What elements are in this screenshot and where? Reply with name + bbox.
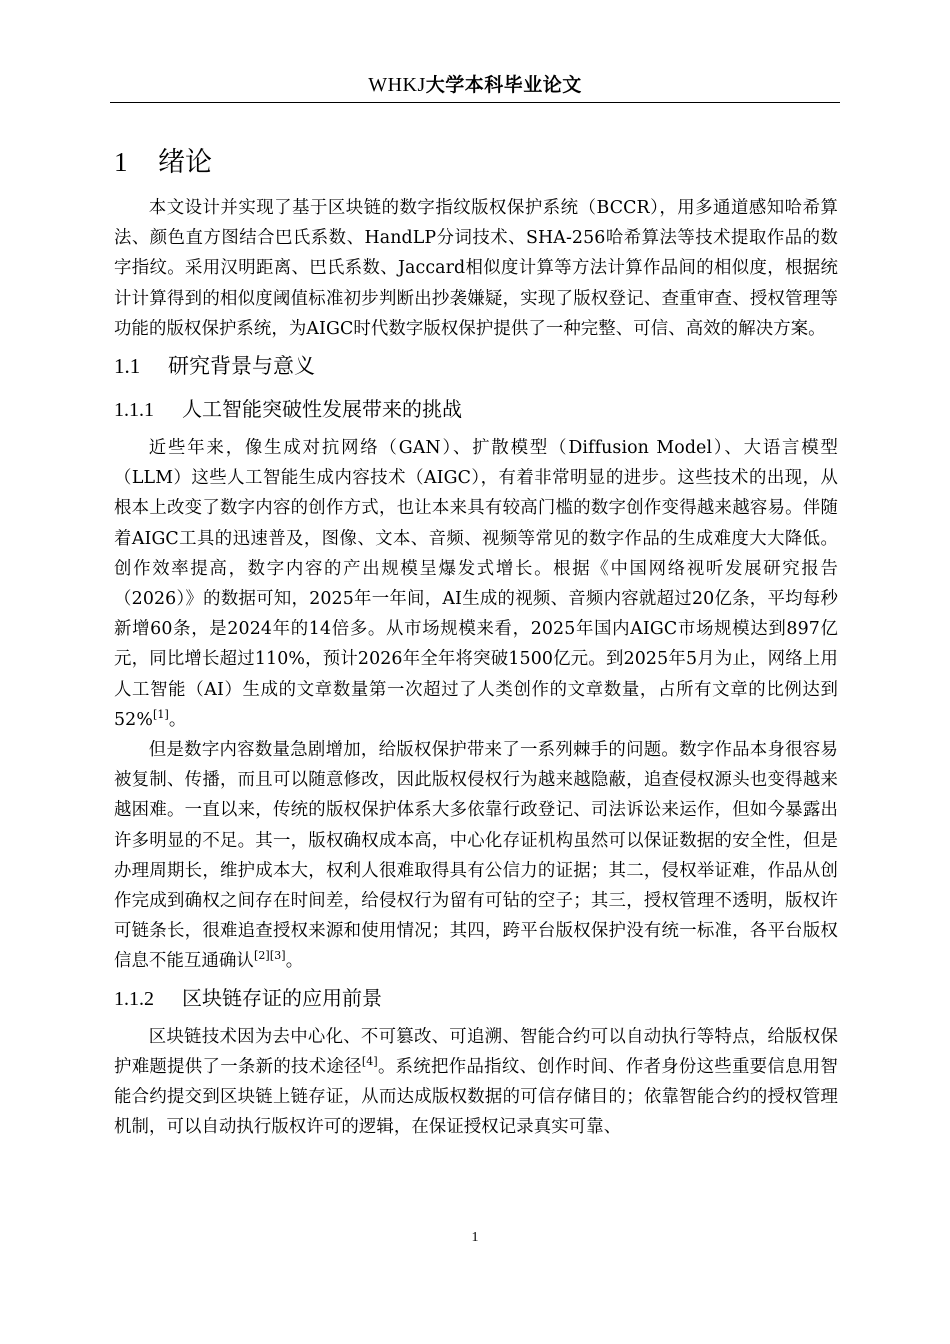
page-number: 1 (471, 1230, 479, 1245)
chapter-title: 绪论 (158, 147, 212, 178)
paragraph-text: 区块链技术因为去中心化、不可篡改、可追溯、智能合约可以自动执行等特点，给版权保护难题提供了一条新的技术途径 (114, 1026, 838, 1077)
header-prefix: WHKJ (368, 74, 426, 96)
citation: [4] (361, 1055, 378, 1069)
header-divider (110, 102, 840, 103)
subsection-heading-1-1-2 (114, 981, 838, 1016)
paragraph-text: 但是数字内容数量急剧增加，给版权保护带来了一系列棘手的问题。数字作品本身很容易被复制、传播，而且可以随意修改，因此版权侵权行为越来越隐蔽，追查侵权源头也变得越来越困难。一直以来，传统的版权保护体系大多依靠行政登记、司法诉讼来运作，但如今暴露出许多明显的不足。其一，版权确权成本高，中心化存证机构虽然可以保证数据的安全性，但是办理周期长，维护成本大，权利人很难取得具有公信力的证据；其二，侵权举证难，作品从创作完成到确权之间存在时间差，给侵权行为留有可钻的空子；其三，授权管理不透明，版权许可链条长，很难追查授权来源和使用情况；其四，跨平台版权保护没有统一标准，各平台版权信息不能互通确认 (114, 740, 838, 972)
main-content (114, 140, 838, 1142)
paragraph-text-continued: 。系统把作品指纹、创作时间、作者身份这些重要信息用智能合约提交到区块链上链存证，从而达成版权数据的可信存储目的；依靠智能合约的授权管理机制，可以自动执行版权许可的逻辑，在保证授权记录真实可靠、 (114, 1056, 838, 1138)
header-title: 大学本科毕业论文 (425, 74, 582, 96)
section-number: 1.1 (114, 354, 141, 379)
citation: [2][3] (253, 949, 286, 963)
paragraph-end: 。 (168, 709, 187, 730)
running-header (110, 70, 840, 97)
chapter-number: 1 (114, 147, 128, 177)
subsection-number: 1.1.2 (114, 987, 154, 1010)
section-title: 研究背景与意义 (168, 354, 315, 379)
intro-paragraph: 本文设计并实现了基于区块链的数字指纹版权保护系统（BCCR），用多通道感知哈希算法、颜色直方图结合巴氏系数、HandLP分词技术、SHA-256哈希算法等技术提取作品的数字指纹。采用汉明距离、巴氏系数、Jaccard相似度计算等方法计算作品间的相似度，根据统计计算得到的相似度阈值标准初步判断出抄袭嫌疑，实现了版权登记、查重审查、授权管理等功能的版权保护系统，为AIGC时代数字版权保护提供了一种完整、可信、高效的解决方案。 (114, 198, 838, 339)
subsection-title: 区块链存证的应用前景 (182, 985, 382, 1010)
paragraph-text: 近些年来，像生成对抗网络（GAN）、扩散模型（Diffusion Model）、大语言模型（LLM）这些人工智能生成内容技术（AIGC），有着非常明显的进步。这些技术的出现，从根本上改变了数字内容的创作方式，也让本来具有较高门槛的数字创作变得越来越容易。伴随着AIGC工具的迅速普及，图像、文本、音频、视频等常见的数字作品的生成难度大大降低。创作效率提高，数字内容的产出规模呈爆发式增长。根据《中国网络视听发展研究报告（2026）》的数据可知，2025年一年间，AI生成的视频、音频内容就超过20亿条，平均每秒新增60条，是2024年的14倍多。从市场规模来看，2025年国内AIGC市场规模达到897亿元，同比增长超过110%，预计2026年全年将突破1500亿元。到2025年5月为止，网络上用人工智能（AI）生成的文章数量第一次超过了人类创作的文章数量，占所有文章的比例达到52% (114, 438, 838, 730)
paragraph-end: 。 (285, 951, 304, 972)
subsection-title: 人工智能突破性发展带来的挑战 (182, 397, 462, 422)
body-paragraph-aigc (114, 433, 838, 735)
body-paragraph-blockchain (114, 1022, 838, 1143)
subsection-number: 1.1.1 (114, 399, 154, 422)
subsection-heading-1-1-1 (114, 392, 838, 427)
body-paragraph-copyright (114, 735, 838, 977)
chapter-heading (114, 140, 838, 185)
section-heading-1-1 (114, 348, 838, 384)
citation: [1] (152, 708, 169, 722)
